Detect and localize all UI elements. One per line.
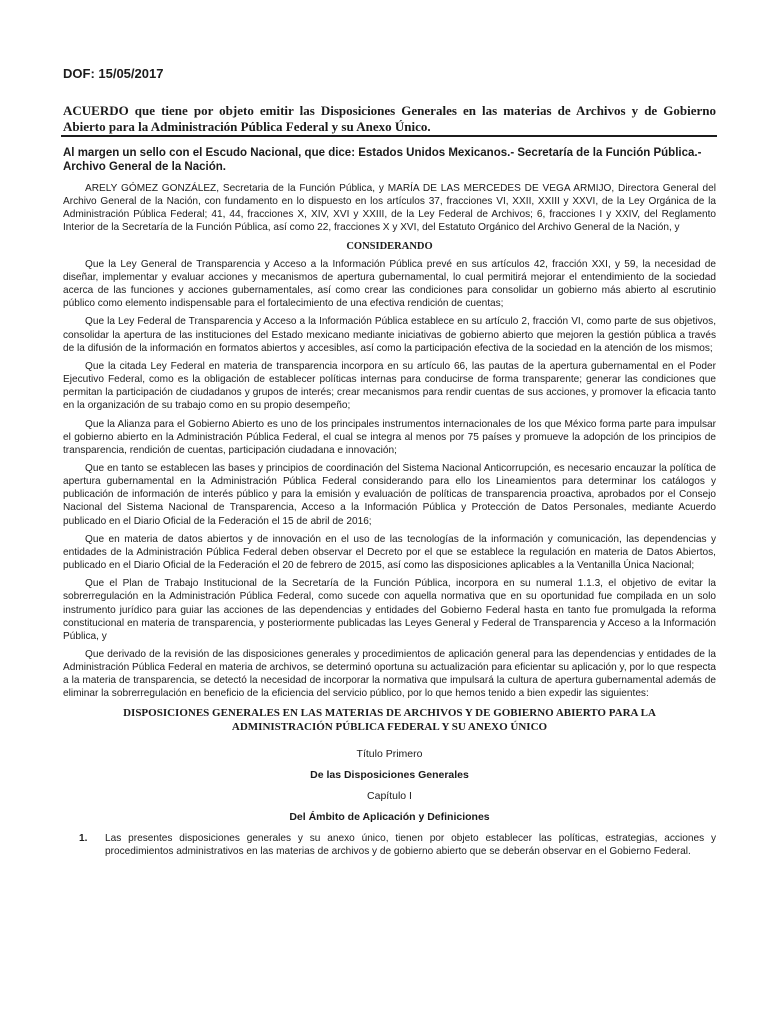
titulo-label: Título Primero (356, 747, 423, 760)
item-number: 1. (79, 833, 88, 845)
considerando-paragraph: Que en tanto se establecen las bases y principios de coordinación del Sistema Nacional Anticorrupción, es necesario encauzar la política de apertura gubernamental en la Administración Pública Federal considerando para ello los Lineamientos para determinar los catálogos y publicación de información de interés público y para la emisión y evaluación de políticas de transparencia proactiva, aprobados por el Consejo Nacional del Sistema Nacional de Transparencia, Acceso a la Información Pública y Protección de Datos Personales, mediante Acuerdo publicado en el Diario Oficial de la Federación el 15 de abril de 2016; (63, 462, 716, 527)
considerando-paragraph: Que la Alianza para el Gobierno Abierto es uno de los principales instrumentos internacionales de los que México forma parte para impulsar el gobierno abierto en la Administración Pública Federal, el cual se integra al menos por 75 países y promueve la adopción de los principios de transparencia, rendición de cuentas, participación ciudadana e innovación; (63, 418, 716, 456)
preamble-paragraph: ARELY GÓMEZ GONZÁLEZ, Secretaria de la Función Pública, y MARÍA DE LAS MERCEDES DE VEGA ARMIJO, Directora General del Archivo General de la Nación, con fundamento en lo dispuesto en los artículos 37, fracciones VI, XXII, XXIII y XXVI, de la Ley Orgánica de la Administración Pública Federal; 41, 44, fracciones X, XIV, XVI y XXIII, de la Ley Federal de Archivos; 6, fracciones I y XXIV, del Reglamento Interior de la Secretaría de la Función Pública, así como 22, fracciones X y XVI, del Estatuto Orgánico del Archivo General de la Nación, y (63, 183, 716, 234)
dof-date: DOF: 15/05/2017 (63, 66, 164, 81)
considerando-paragraph: Que en materia de datos abiertos y de innovación en el uso de las tecnologías de la información y comunicación, las dependencias y entidades de la Administración Pública Federal deben observar el Decreto por el que se establece la regulación en materia de Datos Abiertos, publicado en el Diario Oficial de la Federación el 20 de febrero de 2015, así como las disposiciones aplicables a la Ventanilla Única Nacional; (63, 533, 716, 572)
considerando-paragraph: Que la citada Ley Federal en materia de transparencia incorpora en su artículo 66, las pautas de la apertura gubernamental en el Poder Ejecutivo Federal, como es la obligación de establecer políticas internas para conducirse de forma transparente; generar las condiciones que permitan la participación de ciudadanos y grupos de interés; crear mecanismos para rendir cuentas de sus acciones, y promover la eficacia tanto en la organización de su trabajo como en su propio desempeño; (63, 360, 716, 412)
titulo-name: De las Disposiciones Generales (310, 768, 469, 781)
document-body (63, 182, 716, 859)
numbered-item (63, 832, 716, 858)
considerando-paragraph: Que la Ley Federal de Transparencia y Acceso a la Información Pública establece en su artículo 2, fracción VI, como parte de sus objetivos, consolidar la apertura de las instituciones del Estado mexicano mediante iniciativas de gobierno abierto que mejoren la gestión pública a través de la difusión de la información en formatos abiertos y accesibles, así como la participación efectiva de la sociedad en la atención de los mismos; (63, 316, 716, 354)
document-title: ACUERDO que tiene por objeto emitir las Disposiciones Generales en las materias de Archivos y de Gobierno Abierto para la Administración Pública Federal y su Anexo Único. (63, 103, 716, 134)
considerando-paragraph: Que la Ley General de Transparencia y Acceso a la Información Pública prevé en sus artículos 42, fracción XXI, y 59, la necesidad de diseñar, implementar y evaluar acciones y mecanismos de apertura gubernamental, lo cual permitirá mejorar el entendimiento de la sociedad acerca de las funciones y acciones gubernamentales, así como crear las condiciones para consolidar un gobierno más abierto al escrutinio público como elemento indispensable para el fortalecimiento de una efectiva rendición de cuentas; (63, 258, 716, 310)
capitulo-label: Capítulo I (367, 789, 412, 802)
margin-note: Al margen un sello con el Escudo Nacional, que dice: Estados Unidos Mexicanos.- Secretaría de la Función Pública.- Archivo General de la Nación. (63, 147, 702, 173)
item-text: Las presentes disposiciones generales y su anexo único, tienen por objeto establecer las políticas, estrategias, acciones y procedimientos administrativos en las materias de archivos y de gobierno abierto que se deberán observar en el Gobierno Federal. (105, 833, 716, 858)
capitulo-name: Del Ámbito de Aplicación y Definiciones (289, 811, 490, 824)
considerando-paragraph: Que derivado de la revisión de las disposiciones generales y procedimientos de aplicación general para las dependencias y entidades de la Administración Pública Federal en materia de archivos, se determinó oportuna su actualización para eficientar su aplicación y, por lo que respecta a la materia de transparencia, se detectó la necesidad de incorporar la normativa que impulsará la cultura de apertura gubernamental además de eliminar la sobrerregulación en beneficio de la eficiencia del servicio público, por lo que hemos tenido a bien expedir las siguientes: (63, 649, 716, 700)
disposiciones-heading: DISPOSICIONES GENERALES EN LAS MATERIAS DE ARCHIVOS Y DE GOBIERNO ABIERTO PARA LA ADMINISTRACIÓN PÚBLICA FEDERAL Y SU ANEXO ÚNICO (123, 706, 656, 733)
considerando-paragraph: Que el Plan de Trabajo Institucional de la Secretaría de la Función Pública, incorpora en su numeral 1.1.3, el objetivo de evitar la sobrerregulación en la Administración Pública Federal, como sucede con aquella normativa que en su oportunidad fue compilada en un solo instrumento jurídico para guiar las acciones de las dependencias y entidades del Gobierno Federal hasta en tanto fue promulgada la reforma constitucional en materia de transparencia, y posteriormente publicadas las Leyes General y Federal de Transparencia y Acceso a la Información Pública, y (63, 578, 716, 642)
title-divider (61, 135, 717, 137)
considerando-heading: CONSIDERANDO (346, 240, 433, 252)
